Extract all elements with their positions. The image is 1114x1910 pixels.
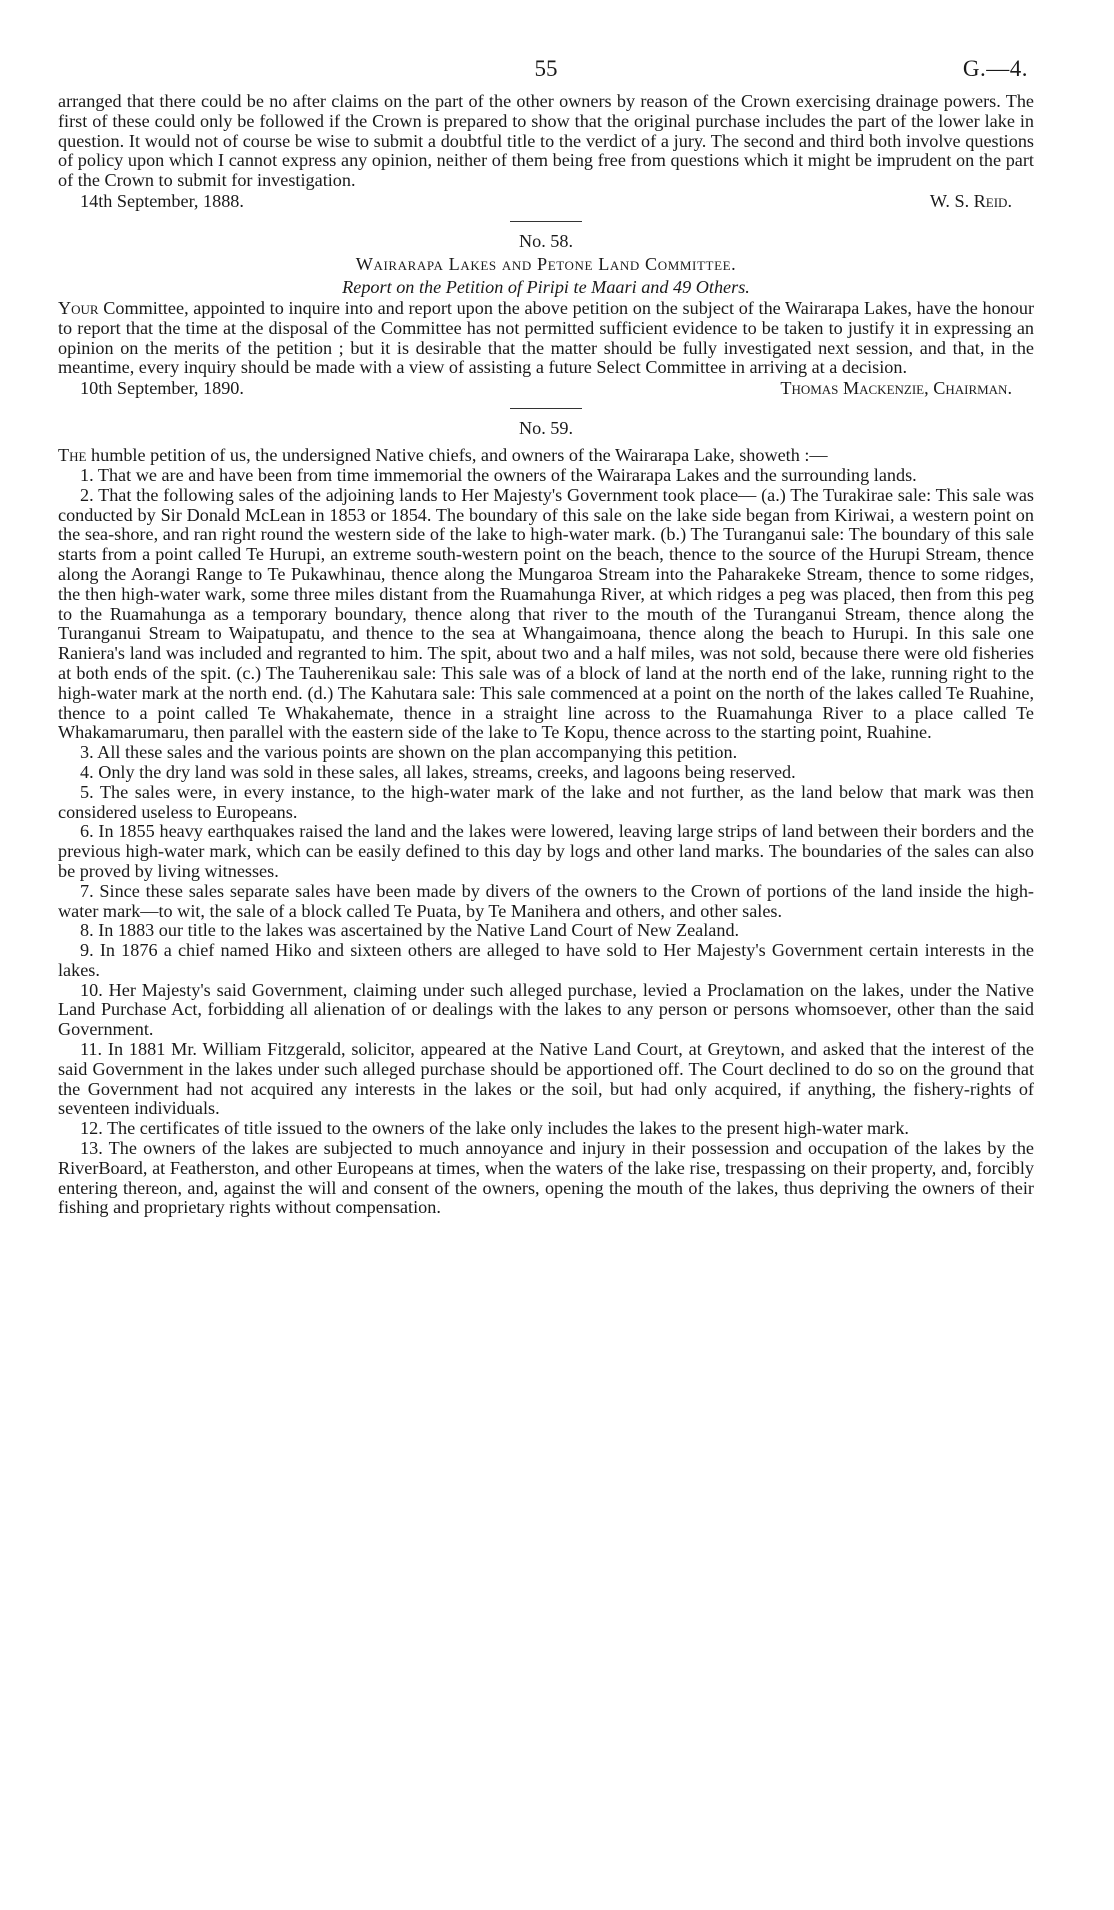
- petition-item: 4. Only the dry land was sold in these sales, all lakes, streams, creeks, and lagoons being reserved.: [80, 761, 796, 782]
- petition-item: 10. Her Majesty's said Government, claiming under such alleged purchase, levied a Proclamation on the lakes, under the Native Land Purchase Act, forbidding all alienation of or dealings with the lakes to any person or persons whomsoever, other than the said Government.: [58, 979, 1034, 1040]
- petition-item: 7. Since these sales separate sales have been made by divers of the owners to the Crown of portions of the land inside the high-water mark—to wit, the sale of a block called Te Puata, by Te Manihera and others, and other sales.: [58, 880, 1034, 921]
- petition-item: 13. The owners of the lakes are subjected to much annoyance and injury in their possession and occupation of the lakes by the RiverBoard, at Featherston, and other Europeans at times, when the waters of the lake rise, trespassing on their property, and, forcibly entering thereon, and, against the will and consent of the owners, opening the mouth of the lakes, thus depriving the owners of their fishing and proprietary rights without compensation.: [58, 1138, 1034, 1218]
- committee-signature: Thomas Mackenzie, Chairman.: [780, 378, 1012, 399]
- petition-item: 11. In 1881 Mr. William Fitzgerald, solicitor, appeared at the Native Land Court, at Greytown, and asked that the interest of the said Government in the lakes under such alleged purchase should be apportioned off. The Court declined to do so on the ground that the Government had not acquired any interests in the lakes or the soil, but had only acquired, if anything, the fishery-rights of seventeen individuals.: [58, 1039, 1034, 1119]
- committee-report-body: Committee, appointed to inquire into and report upon the above petition on the subject of the Wairarapa Lakes, have the honour to report that the time at the disposal of the Committee has not permitted sufficient evidence to be taken to justify it in expressing an opinion on the merits of the petition ; but it is desirable that the matter should be fully investigated next session, and that, in the meantime, every inquiry should be made with a view of assisting a future Select Committee in arriving at a decision.: [58, 297, 1034, 378]
- page-header: [58, 56, 1034, 92]
- petition-item: 6. In 1855 heavy earthquakes raised the land and the lakes were lowered, leaving large strips of land between their borders and the previous high-water mark, which can be easily defined to this day by logs and other land marks. The boundaries of the sales can also be proved by living witnesses.: [58, 821, 1034, 881]
- section-number-59: No. 59.: [518, 418, 574, 439]
- committee-date: 10th September, 1890.: [80, 378, 244, 399]
- petition-item: 1. That we are and have been from time immemorial the owners of the Wairarapa Lakes and the surrounding lands.: [80, 464, 917, 485]
- committee-report-paragraph: [58, 299, 1034, 378]
- petition-intro-body: humble petition of us, the undersigned Native chiefs, and owners of the Wairarapa Lake, showeth :—: [86, 445, 828, 466]
- lead-word: Your: [58, 297, 99, 318]
- page-code: G.—4.: [962, 56, 1028, 81]
- report-date: 14th September, 1888.: [80, 190, 244, 211]
- committee-signoff: [58, 378, 1034, 398]
- continuation-paragraph: arranged that there could be no after claims on the part of the other owners by reason of the Crown exercising drainage powers. The first of these could only be followed if the Crown is prepared to show that the original purchase includes the part of the lower lake in question. It would not of course be wise to submit a doubtful title to the verdict of a jury. The second and third both involve questions of policy upon which I cannot express any opinion, neither of them being free from questions which it might be imprudent on the part of the Crown to submit for investigation.: [58, 91, 1034, 191]
- lead-word: The: [58, 445, 87, 466]
- petition-item: 5. The sales were, in every instance, to the high-water mark of the lake and not further, as the land below that mark was then considered useless to Europeans.: [58, 781, 1034, 822]
- petition-item: 8. In 1883 our title to the lakes was ascertained by the Native Land Court of New Zealand.: [80, 920, 740, 941]
- report-signoff: [58, 191, 1034, 211]
- page-number: 55: [534, 56, 558, 81]
- petition-item: 3. All these sales and the various points are shown on the plan accompanying this petition.: [80, 742, 738, 763]
- section-divider: [510, 408, 582, 409]
- section-divider: [510, 221, 582, 222]
- petition-item: 12. The certificates of title issued to the owners of the lake only includes the lakes to the present high-water mark.: [80, 1118, 909, 1139]
- report-signature: W. S. Reid.: [929, 190, 1012, 211]
- committee-title: Wairarapa Lakes and Petone Land Committee.: [355, 253, 737, 274]
- report-subtitle: Report on the Petition of Piripi te Maari and 49 Others.: [342, 276, 750, 297]
- petition-item: 2. That the following sales of the adjoining lands to Her Majesty's Government took place— (a.) The Turakirae sale: This sale was conducted by Sir Donald McLean in 1853 or 1854. The boundary of this sale on the lake side began from Kiriwai, a western point on the sea-shore, and ran right round the western side of the lake to high-water mark. (b.) The Turanganui sale: The boundary of this sale starts from a point called Te Hurupi, an extreme south-western point on the beach, thence to the source of the Hurupi Stream, thence along the Aorangi Range to Te Pukawhinau, thence along the Mungaroa Stream into the Paharakeke Stream, thence to some ridges, the then high-water wark, some three miles distant from the Ruamahunga River, at which ridges a peg was placed, then from this peg to the Ruamahunga as a temporary boundary, thence along that river to the mouth of the Turanganui Stream, thence along the Turanganui Stream to Waipatupatu, and thence to the sea at Whangaimoana, thence along the beach to Hurupi. In this sale one Raniera's land was included and regranted to him. The spit, about two and a half miles, was not sold, because there were old fisheries at both ends of the spit. (c.) The Tauherenikau sale: This sale was of a block of land at the north end of the lake, running right to the high-water mark at the north end. (d.) The Kahutara sale: This sale commenced at a point on the north of the lakes called Te Ruahine, thence to a point called Te Whakahemate, thence in a straight line across to the Ruamahunga River to a place called Te Whakamarumaru, then parallel with the eastern side of the lake to Te Kopu, thence across to the starting point, Ruahine.: [58, 484, 1034, 743]
- petition-item: 9. In 1876 a chief named Hiko and sixteen others are alleged to have sold to Her Majesty's Government certain interests in the lakes.: [58, 940, 1034, 980]
- section-number-58: No. 58.: [518, 230, 574, 251]
- petition-intro: [58, 446, 1034, 466]
